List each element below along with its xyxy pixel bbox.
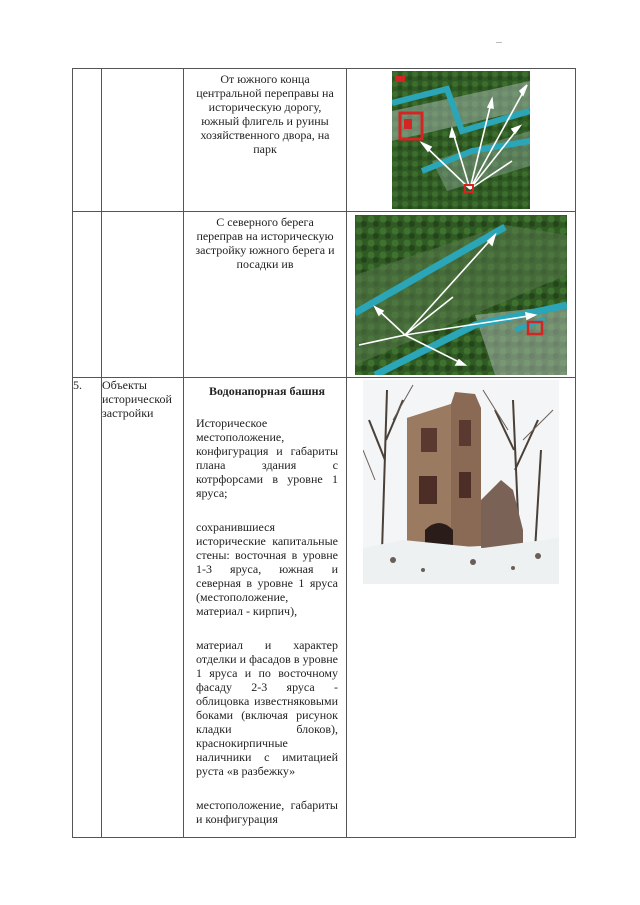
row-image-cell <box>347 69 576 212</box>
viewpoint-description: С северного берега переправ на историческую застройку южного берега и посадки ив <box>195 215 335 271</box>
map-icon <box>392 71 530 209</box>
row-number <box>73 212 102 378</box>
table-row <box>73 212 576 378</box>
scan-mark <box>496 42 502 43</box>
row-category <box>102 69 184 212</box>
row-description <box>184 69 347 212</box>
row-image-cell <box>347 212 576 378</box>
row-number <box>73 69 102 212</box>
protection-paragraph: сохранившиеся исторические капитальные стены: восточная в уровне 1-3 яруса, южная и северная в уровне 1 яруса (местоположение, материал - кирпич), <box>196 520 338 618</box>
tower-photo <box>363 380 559 584</box>
viewpoint-description: От южного конца центральной переправы на историческую дорогу, южный флигель и руины хозяйственного двора, на парк <box>196 72 334 156</box>
row-category <box>102 212 184 378</box>
table-row <box>73 378 576 838</box>
heritage-table <box>72 68 576 838</box>
map-icon <box>355 215 567 375</box>
protection-paragraph: материал и характер отделки и фасадов в уровне 1 яруса и по восточному фасаду 2-3 яруса - облицовка известняковыми боками (включая рисунок кладки блоков), краснокирпичные наличники с имитацией руста «в разбежку» <box>196 638 338 778</box>
row-number: 5. <box>73 378 102 838</box>
protection-paragraph: Историческое местоположение, конфигурация и габариты плана здания с котрфорсами в уровне 1 яруса; <box>196 416 338 500</box>
row-category: Объекты исторической застройки <box>102 378 184 838</box>
protection-paragraph: местоположение, габариты и конфигурация <box>196 798 338 826</box>
row-description <box>184 378 347 838</box>
table-row <box>73 69 576 212</box>
row-image-cell <box>347 378 576 838</box>
object-title: Водонапорная башня <box>208 384 325 398</box>
row-description <box>184 212 347 378</box>
